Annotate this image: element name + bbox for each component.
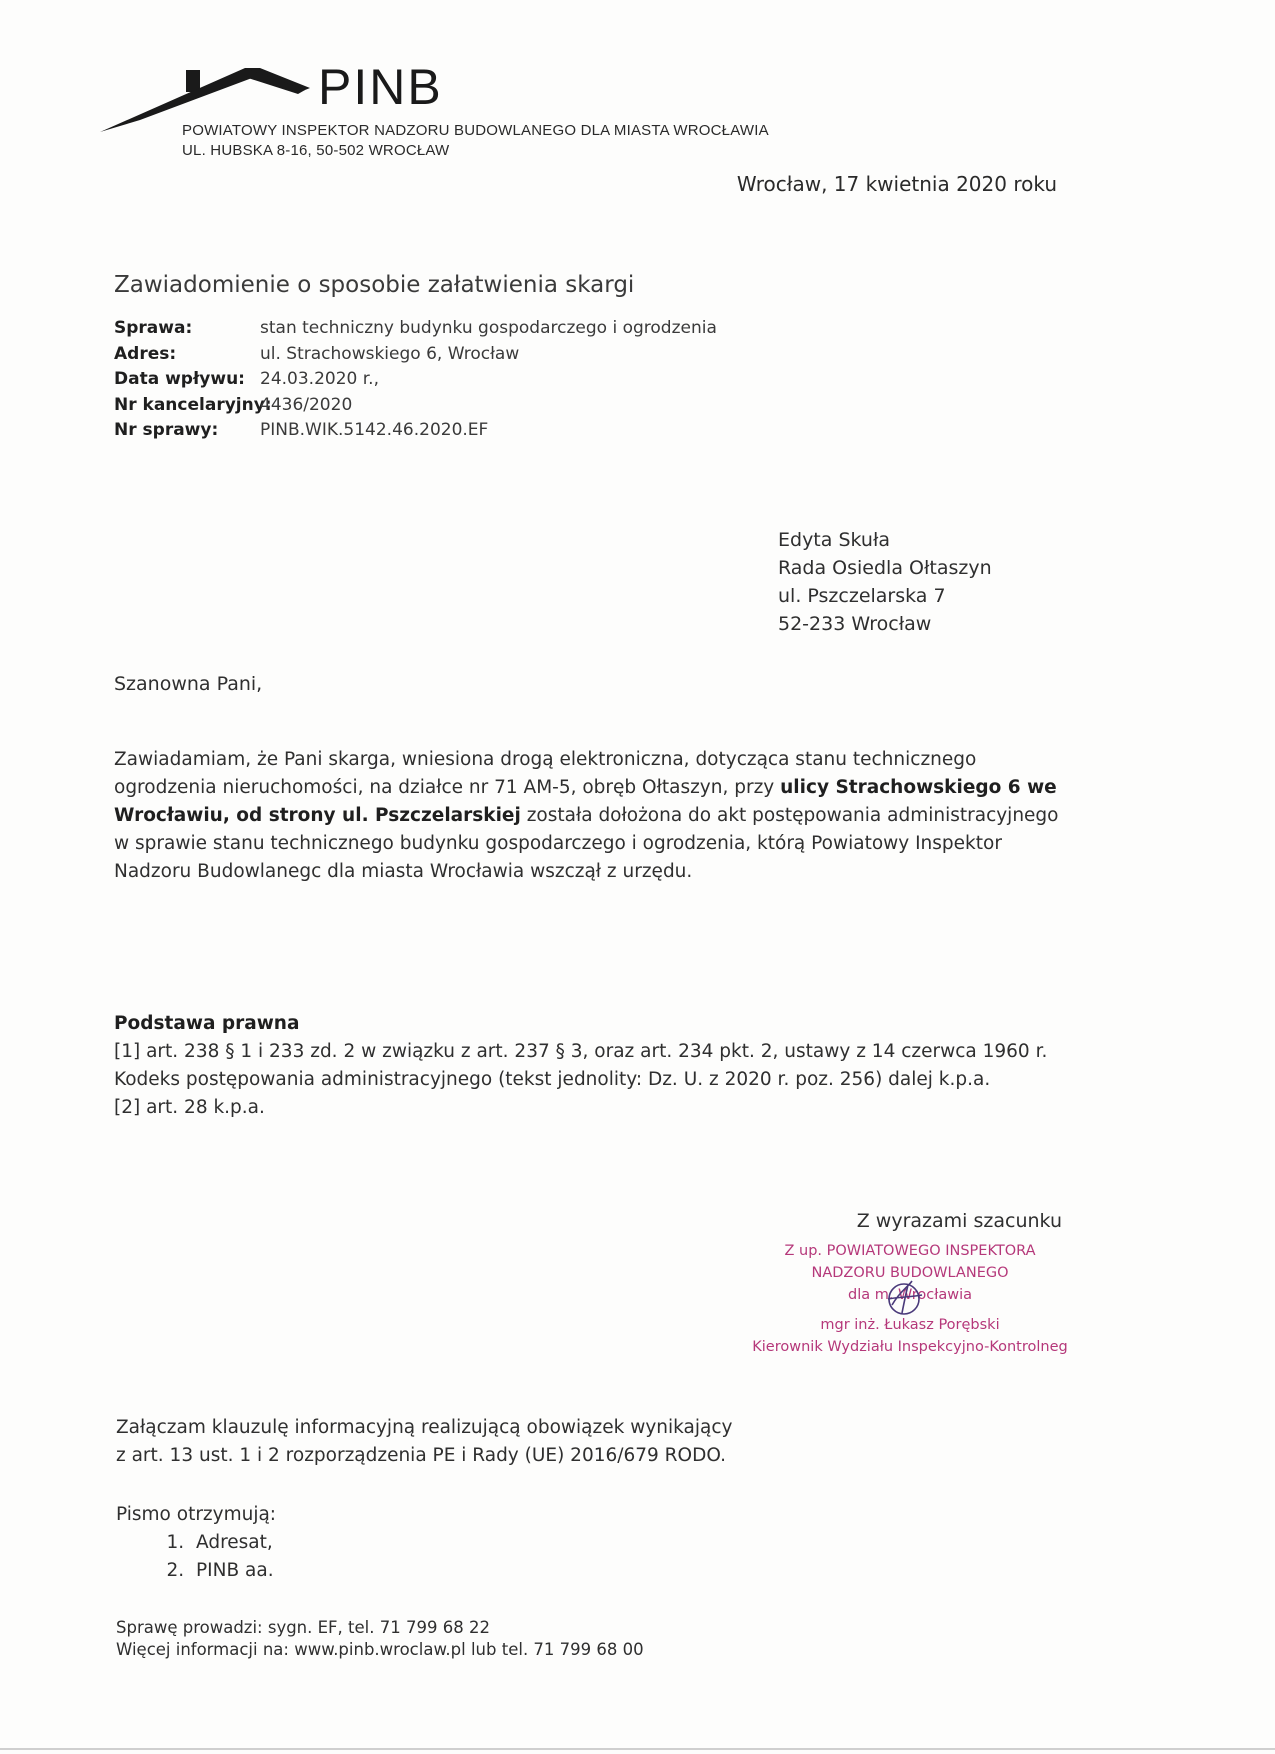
meta-row-adres <box>114 344 717 370</box>
meta-value: stan techniczny budynku gospodarczego i ogrodzenia <box>260 318 717 338</box>
distribution-title: Pismo otrzymują: <box>116 1504 277 1525</box>
body-text-bold: ulicy Strachowskiego 6 we Wrocławiu, od strony ul. Pszczelarskiej <box>114 777 1057 826</box>
legal-basis-line: [2] art. 28 k.p.a. <box>114 1097 265 1118</box>
body-text-part2: została dołożona do akt postępowania administracyjnego w sprawie stanu technicznego budynku gospodarczego i ogrodzenia, którą Powiatowy Inspektor Nadzoru Budowlanegc dla miasta Wrocławia wszczął z urzędu. <box>114 805 1059 882</box>
case-metadata <box>114 318 717 446</box>
recipient-name: Edyta Skuła <box>778 529 891 551</box>
recipient-street: ul. Pszczelarska 7 <box>778 585 946 607</box>
letter-date: Wrocław, 17 kwietnia 2020 roku <box>736 172 1057 196</box>
recipient-address <box>778 526 992 638</box>
attachment-note <box>116 1414 732 1470</box>
meta-row-sprawa <box>114 318 717 344</box>
footer-contact <box>116 1617 644 1661</box>
attachment-line: Załączam klauzulę informacyjną realizującą obowiązek wynikający <box>116 1417 733 1438</box>
meta-value: PINB.WIK.5142.46.2020.EF <box>260 420 489 440</box>
distribution-items <box>116 1529 276 1585</box>
list-item: 1. Adresat, <box>190 1529 276 1557</box>
signatory-position: Kierownik Wydziału Inspekcyjno-Kontrolneg <box>752 1339 1068 1355</box>
recipient-organization: Rada Osiedla Ołtaszyn <box>778 557 992 579</box>
footer-line: Więcej informacji na: www.pinb.wroclaw.pl lub tel. 71 799 68 00 <box>116 1640 644 1659</box>
meta-value: 4436/2020 <box>260 394 353 415</box>
org-name: POWIATOWY INSPEKTOR NADZORU BUDOWLANEGO DLA MIASTA WROCŁAWIA <box>182 122 769 139</box>
list-item: 2. PINB aa. <box>190 1557 276 1585</box>
scan-edge-divider <box>0 1748 1275 1750</box>
letter-body <box>114 746 1060 886</box>
meta-row-nr-kancelaryjny <box>114 395 717 421</box>
meta-label: Nr kancelaryjny: <box>114 394 272 415</box>
stamp-line: dla m. Wrocławia <box>847 1287 973 1303</box>
legal-basis-line: [1] art. 238 § 1 i 233 zd. 2 w związku z art. 237 § 3, oraz art. 234 pkt. 2, ustawy z 14 czerwca 1960 r. <box>114 1041 1048 1062</box>
closing-phrase: Z wyrazami szacunku <box>856 1210 1062 1232</box>
letter-title: Zawiadomienie o sposobie załatwienia skargi <box>114 272 635 298</box>
stamp-line: NADZORU BUDOWLANEGO <box>811 1265 1009 1281</box>
meta-value: ul. Strachowskiego 6, Wrocław <box>260 343 520 364</box>
meta-row-data-wplywu <box>114 369 717 395</box>
body-paragraph <box>114 746 1060 886</box>
stamp-line: Z up. POWIATOWEGO INSPEKTORA <box>784 1243 1036 1259</box>
org-address: UL. HUBSKA 8-16, 50-502 WROCŁAW <box>182 142 450 159</box>
signatory-name: mgr inż. Łukasz Porębski <box>820 1317 1000 1333</box>
body-text-part1: Zawiadamiam, że Pani skarga, wniesiona drogą elektroniczna, dotycząca stanu technicznego ogrodzenia nieruchomości, na działce nr 71 AM-5, obręb Ołtaszyn, przy <box>114 749 977 798</box>
salutation: Szanowna Pani, <box>114 673 263 695</box>
meta-label: Adres: <box>114 343 177 364</box>
attachment-line: z art. 13 ust. 1 i 2 rozporządzenia PE i Rady (UE) 2016/679 RODO. <box>116 1445 727 1466</box>
handwritten-signature-icon <box>878 1277 938 1327</box>
logo-text: PINB <box>318 59 443 115</box>
legal-basis-line: Kodeks postępowania administracyjnego (tekst jednolity: Dz. U. z 2020 r. poz. 256) dalej k.p.a. <box>114 1069 991 1090</box>
legal-basis <box>114 1010 1074 1122</box>
meta-label: Sprawa: <box>114 318 193 338</box>
legal-basis-title: Podstawa prawna <box>114 1013 300 1034</box>
meta-row-nr-sprawy <box>114 420 717 446</box>
meta-label: Nr sprawy: <box>114 420 219 440</box>
distribution-list <box>116 1501 276 1585</box>
meta-value: 24.03.2020 r., <box>260 369 379 389</box>
meta-label: Data wpływu: <box>114 369 245 389</box>
recipient-city: 52-233 Wrocław <box>778 613 932 635</box>
footer-line: Sprawę prowadzi: sygn. EF, tel. 71 799 68 22 <box>116 1618 490 1637</box>
